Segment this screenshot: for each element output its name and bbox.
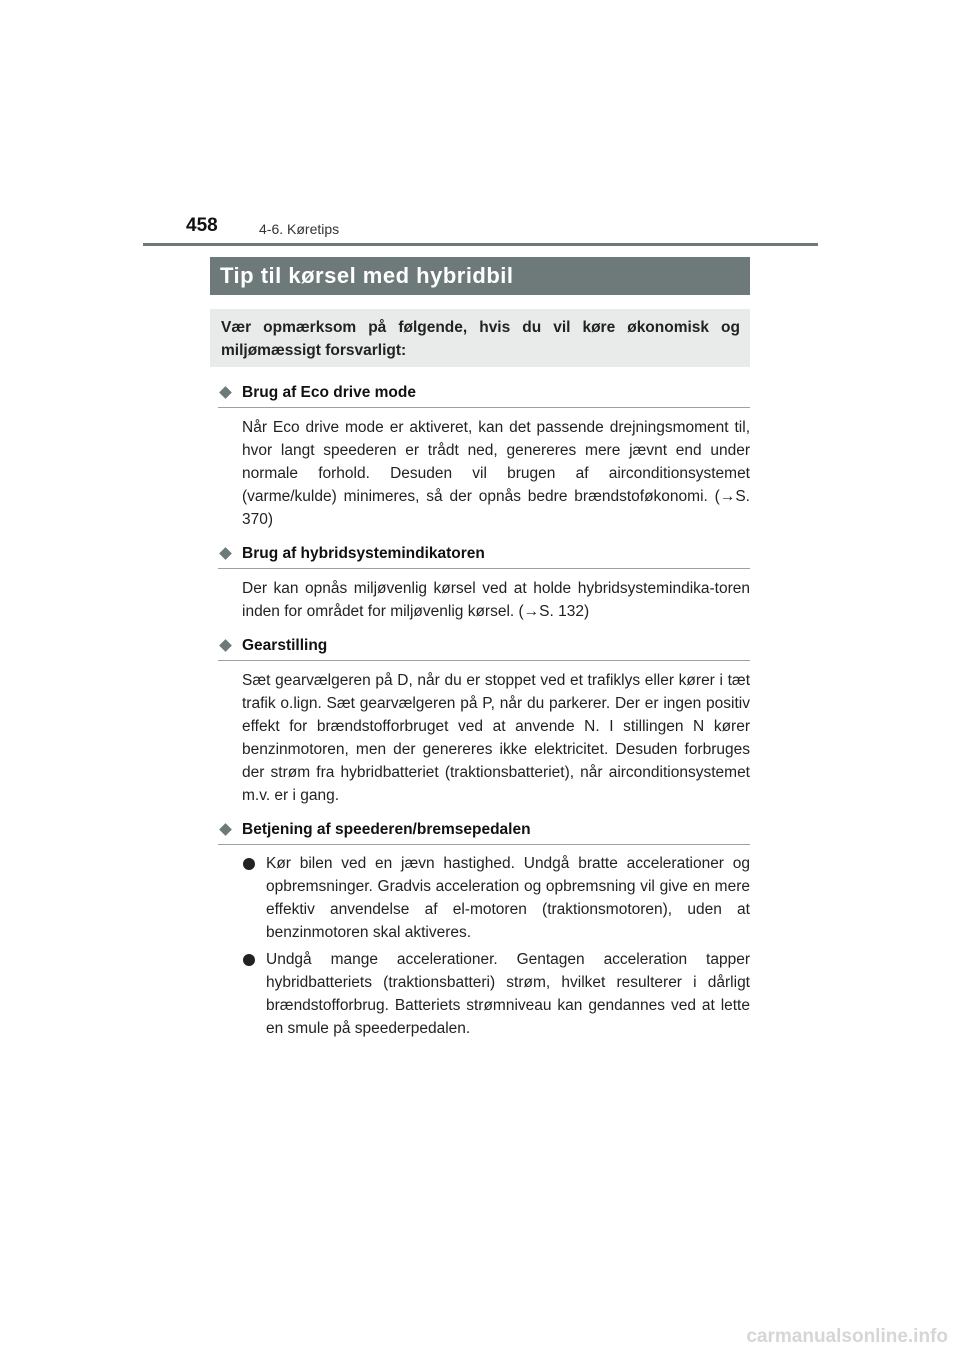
bullet-text: Kør bilen ved en jævn hastighed. Undgå bratte accelerationer og opbremsninger. Gradvis acceleration og opbremsning vil give en mere effektiv anvendelse af el-motoren (traktionsmotoren), uden at benzinmotoren skal aktiveres. (266, 855, 750, 941)
section-label: 4-6. Køretips (259, 221, 340, 237)
bullet-icon (243, 858, 255, 870)
section-heading-eco-drive (218, 382, 750, 408)
section-body-gear: Sæt gearvælgeren på D, når du er stoppet ved et trafiklys eller kører i tæt trafik o.lign. Sæt gearvælgeren på P, når du parkerer. Der er ingen positiv effekt for brændstofforbruget ved at anvende N. I stillingen N kører benzinmotoren, men der genereres ikke elektricitet. Desuden forbruges der strøm fra hybridbatteriet (traktionsbatteriet), når airconditionsystemet m.v. er i gang. (242, 672, 750, 804)
page-number: 458 (186, 215, 218, 236)
bullet-text: Undgå mange accelerationer. Gentagen acceleration tapper hybridbatteriets (traktionsbatteri) strøm, hvilket resulterer i dårligt brændstofforbrug. Batteriets strømniveau kan gendannes ved at lette en smule på speederpedalen. (266, 951, 750, 1037)
page-header (0, 0, 960, 250)
diamond-icon (219, 386, 232, 399)
bullet-icon (243, 954, 255, 966)
header-rule (143, 243, 818, 246)
section-title: Gearstilling (242, 637, 328, 654)
intro-box: Vær opmærksom på følgende, hvis du vil køre økonomisk og miljømæssigt forsvarligt: (210, 309, 750, 367)
diamond-icon (219, 639, 232, 652)
diamond-icon (219, 547, 232, 560)
section-heading-gear (218, 635, 750, 661)
section-body-eco-drive: Når Eco drive mode er aktiveret, kan det passende drejningsmoment til, hvor langt speederen er trådt ned, genereres mere jævnt end under normale forhold. Desuden vil brugen af airconditionsystemet (varme/kulde) minimeres, så der opnås bedre brændstoføkonomi. (→S. 370) (242, 419, 750, 528)
footer-watermark: carmanualsonline.info (746, 1326, 948, 1347)
page-title: Tip til kørsel med hybridbil (210, 257, 750, 295)
list-item (242, 948, 750, 1040)
diamond-icon (219, 823, 232, 836)
section-title: Brug af hybridsystemindikatoren (242, 545, 485, 562)
section-title: Betjening af speederen/bremsepedalen (242, 821, 531, 838)
section-title: Brug af Eco drive mode (242, 384, 416, 401)
section-heading-hybrid-indicator (218, 543, 750, 569)
list-item (242, 852, 750, 944)
section-heading-pedals (218, 819, 750, 845)
content (218, 382, 750, 1044)
section-body-hybrid-indicator: Der kan opnås miljøvenlig kørsel ved at holde hybridsystemindika-toren inden for området for miljøvenlig kørsel. (→S. 132) (242, 580, 750, 620)
bullet-list (242, 852, 750, 1040)
